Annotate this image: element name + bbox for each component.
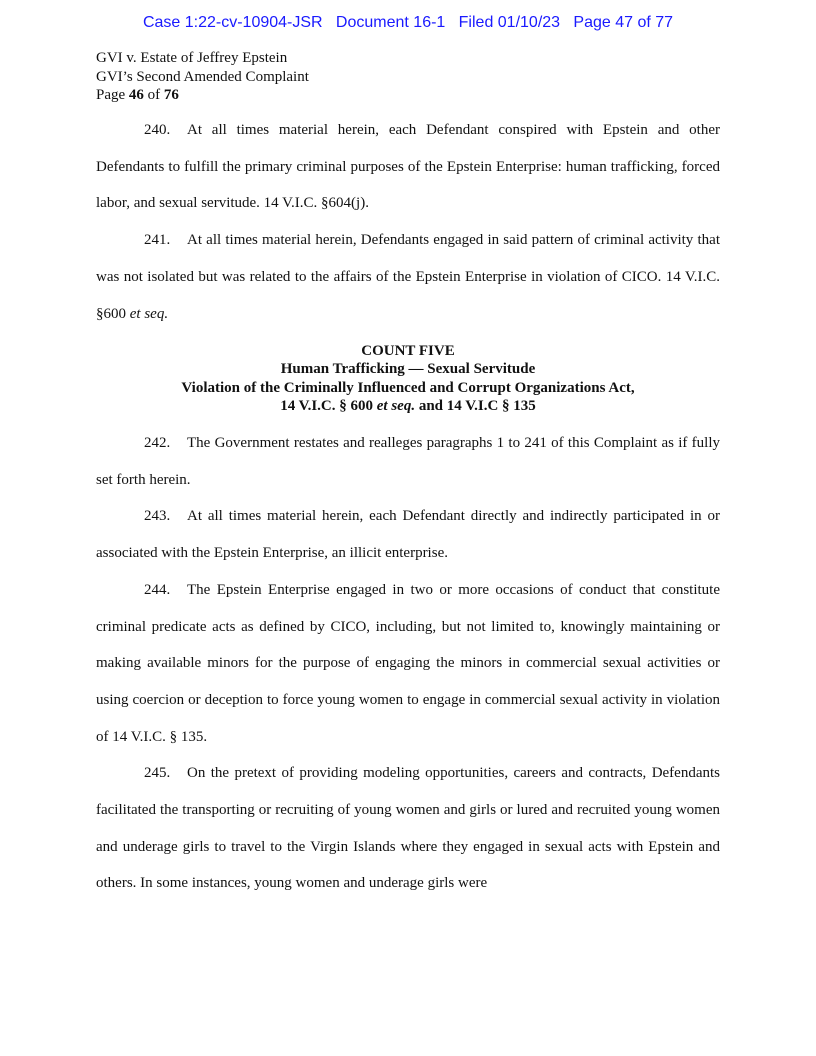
paragraph-number: 241. <box>144 232 171 249</box>
paragraph-text: At all times material herein, each Defendant conspired with Epstein and other Defendants to fulfill the primary criminal purposes of the Epstein Enterprise: human trafficking, forced labor, and sexual servitude. 14 V.I.C. §604(j). <box>96 122 720 212</box>
count-statute <box>96 397 720 415</box>
page-of: of <box>143 87 164 103</box>
paragraph-number: 245. <box>144 765 171 782</box>
paragraph-number: 243. <box>144 508 171 525</box>
page-current: 46 <box>128 87 144 103</box>
count-subtitle: Human Trafficking — Sexual Servitude <box>280 361 536 378</box>
paragraph-text: On the pretext of providing modeling opportunities, careers and contracts, Defendants facilitated the transporting or recruiting of young women and girls or lured and recruited young women and underage girls to travel to the Virgin Islands where they engaged in sexual acts with Epstein and others. In some instances, young women and underage girls were <box>96 765 720 892</box>
caption-case-name: GVI v. Estate of Jeffrey Epstein <box>96 50 288 66</box>
caption-block <box>96 49 309 105</box>
caption-page-number <box>96 86 309 105</box>
page-total: 76 <box>163 87 179 103</box>
statute-italic: et seq. <box>376 397 416 414</box>
statute-part-a: 14 V.I.C. § 600 <box>280 397 377 414</box>
paragraph-number: 242. <box>144 435 171 452</box>
count-title: COUNT FIVE <box>361 343 455 360</box>
paragraph-245 <box>96 755 720 902</box>
paragraph-243 <box>96 498 720 571</box>
count-heading <box>96 342 720 415</box>
paragraph-text: The Government restates and realleges paragraphs 1 to 241 of this Complaint as if fully set forth herein. <box>96 435 720 488</box>
document-body <box>96 112 720 902</box>
paragraph-number: 240. <box>144 122 171 138</box>
paragraph-242 <box>96 425 720 498</box>
paragraph-text: At all times material herein, Defendants engaged in said pattern of criminal activity that was not isolated but was related to the affairs of the Epstein Enterprise in violation of CICO. 14 V.I.C. §600 <box>96 232 720 322</box>
paragraph-240 <box>96 112 720 222</box>
paragraph-244 <box>96 572 720 756</box>
paragraph-241 <box>96 222 720 332</box>
filing-header: Case 1:22-cv-10904-JSR Document 16-1 Filed 01/10/23 Page 47 of 77 <box>142 14 674 31</box>
caption-document-title: GVI’s Second Amended Complaint <box>96 68 309 85</box>
paragraph-text: At all times material herein, each Defendant directly and indirectly participated in or associated with the Epstein Enterprise, an illicit enterprise. <box>96 508 720 562</box>
statute-part-b: and 14 V.I.C § 135 <box>415 397 536 414</box>
paragraph-text: The Epstein Enterprise engaged in two or more occasions of conduct that constitute criminal predicate acts as defined by CICO, including, but not limited to, knowingly maintaining or making available minors for the purpose of engaging the minors in commercial sexual activities or using coercion or deception to force young women to engage in commercial sexual activity in violation of 14 V.I.C. § 135. <box>96 581 720 745</box>
paragraph-number: 244. <box>144 581 171 598</box>
paragraph-italic: et seq. <box>129 305 169 322</box>
count-violation: Violation of the Criminally Influenced and Corrupt Organizations Act, <box>181 379 635 396</box>
page-prefix: Page <box>96 87 129 103</box>
